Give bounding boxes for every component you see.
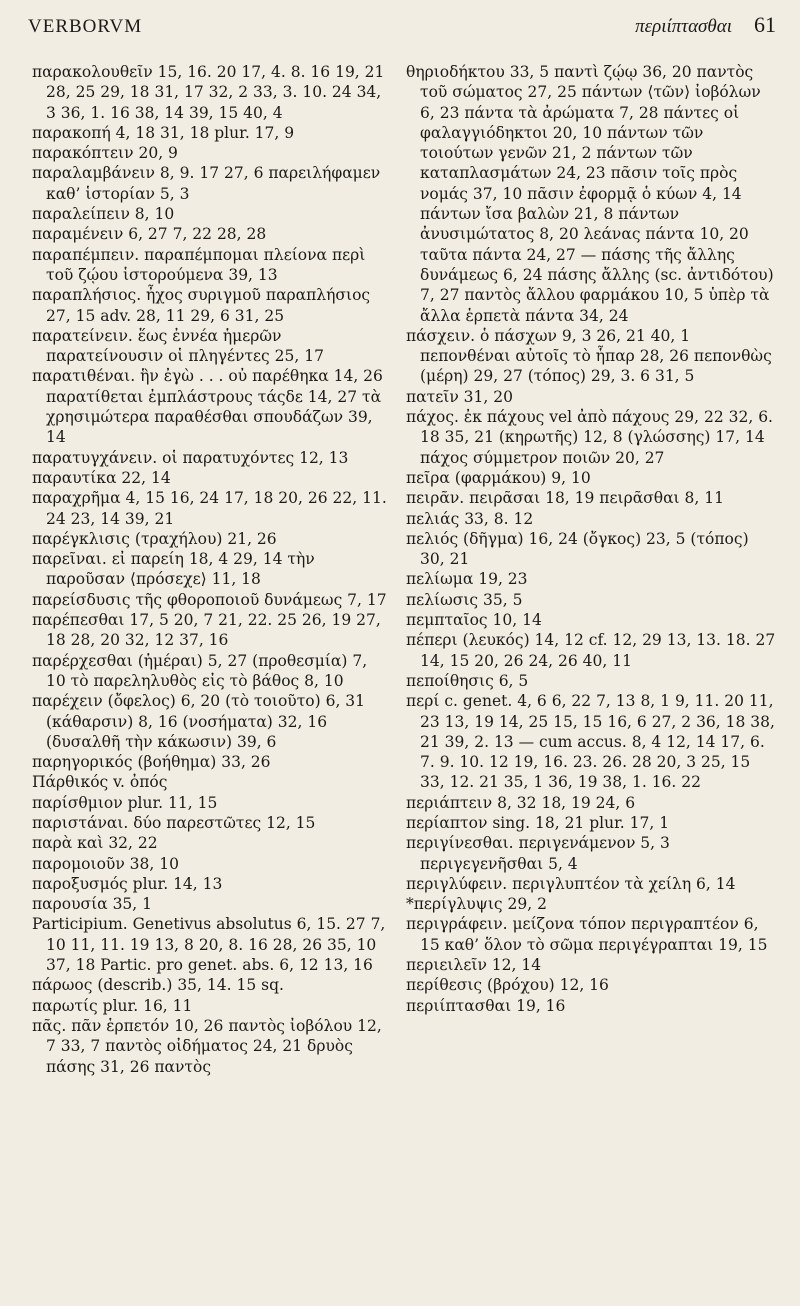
index-entry: περίαπτον sing. 18, 21 plur. 17, 1 bbox=[406, 813, 670, 832]
index-entry: παραλείπειν 8, 10 bbox=[32, 205, 175, 224]
index-entry: Participium. Genetivus absolutus 6, 15. 27 7, 10 11, 11. 19 13, 8 20, 8. 16 28, 26 35, 10 37, 18 Partic. pro genet. abs. 6, 12 13, 16 bbox=[32, 915, 386, 975]
index-entry: παραπλήσιος. ἦχος συριγμοῦ παραπλήσιος 27, 15 adv. 28, 11 29, 6 31, 25 bbox=[32, 286, 371, 325]
index-entry: Πάρθικός v. ὀπός bbox=[32, 773, 168, 792]
index-entry: παρέρχεσθαι (ἡμέραι) 5, 27 (προθεσμία) 7, 10 τὸ παρεληλυθὸς εἰς τὸ βάθος 8, 10 bbox=[32, 651, 368, 690]
index-entry: παραπέμπειν. παραπέμπομαι πλείονα περὶ τοῦ ζῴου ἱστορούμενα 39, 13 bbox=[32, 245, 366, 284]
running-head-right: περιίπτασθαι bbox=[635, 16, 732, 37]
index-entry: πελίωσις 35, 5 bbox=[406, 590, 523, 609]
index-entry: πατεῖν 31, 20 bbox=[406, 387, 513, 406]
index-entry: παρατυγχάνειν. οἱ παρατυχόντες 12, 13 bbox=[32, 448, 349, 467]
index-entry: περιειλεῖν 12, 14 bbox=[406, 956, 542, 975]
index-entry: περιίπτασθαι 19, 16 bbox=[406, 996, 566, 1015]
index-entry: παρὰ καὶ 32, 22 bbox=[32, 834, 158, 853]
index-entry: παρακόπτειν 20, 9 bbox=[32, 144, 178, 163]
index-entry: πεῖρα (φαρμάκου) 9, 10 bbox=[406, 468, 591, 487]
index-entry: περιγράφειν. μείζονα τόπον περιγραπτέον 6, 15 καθ’ ὅλον τὸ σῶμα περιγέγραπται 19, 15 bbox=[406, 915, 768, 954]
page-header bbox=[28, 12, 776, 42]
index-entry: παρωτίς plur. 16, 11 bbox=[32, 996, 193, 1015]
index-entry: πᾶς. πᾶν ἑρπετόν 10, 26 παντὸς ἰοβόλου 12, 7 33, 7 παντὸς οἰδήματος 24, 21 δρυὸς πάσης 31, 26 παντὸς bbox=[32, 1016, 382, 1076]
index-entry: παρακοπή 4, 18 31, 18 plur. 17, 9 bbox=[32, 123, 295, 142]
index-entry: πελιός (δῆγμα) 16, 24 (ὄγκος) 23, 5 (τόπος) 30, 21 bbox=[406, 529, 749, 569]
index-entry: *περίγλυψις 29, 2 bbox=[406, 895, 547, 914]
index-entry: παραυτίκα 22, 14 bbox=[32, 468, 171, 487]
left-column bbox=[32, 62, 388, 1077]
index-entry: παρίσθμιον plur. 11, 15 bbox=[32, 793, 218, 812]
index-entry: παροξυσμός plur. 14, 13 bbox=[32, 874, 223, 893]
index-entry: περίθεσις (βρόχου) 12, 16 bbox=[406, 976, 609, 995]
index-entry: παριστάναι. δύο παρεστῶτες 12, 15 bbox=[32, 813, 316, 832]
index-entry: παρακολουθεῖν 15, 16. 20 17, 4. 8. 16 19, 21 28, 25 29, 18 31, 17 32, 2 33, 3. 10. 24 34, 3 36, 1. 16 38, 14 39, 15 40, 4 bbox=[32, 63, 385, 122]
index-entry: περιγίνεσθαι. περιγενάμενον 5, 3 περιγεγενῆσθαι 5, 4 bbox=[406, 834, 670, 873]
index-entry: παρατιθέναι. ἣν ἐγὼ . . . οὐ παρέθηκα 14, 26 παρατίθεται ἐμπλάστρους τάςδε 14, 27 τὰ χρησιμώτερα παραθέσθαι σπουδάζων 39, 14 bbox=[32, 367, 383, 447]
index-entry: περιγλύφειν. περιγλυπτέον τὰ χείλη 6, 14 bbox=[406, 874, 736, 893]
index-entry: παρουσία 35, 1 bbox=[32, 895, 153, 914]
index-entry: παρατείνειν. ἕως ἐννέα ἡμερῶν παρατείνουσιν οἱ πληγέντες 25, 17 bbox=[32, 326, 324, 366]
index-entry: παρομοιοῦν 38, 10 bbox=[32, 854, 179, 873]
index-entry: περιάπτειν 8, 32 18, 19 24, 6 bbox=[406, 793, 636, 812]
index-entry: πάρωος (describ.) 35, 14. 15 sq. bbox=[32, 976, 284, 995]
index-entry: πεποίθησις 6, 5 bbox=[406, 671, 529, 690]
index-entry: παρεῖναι. εἰ παρείη 18, 4 29, 14 τὴν παροῦσαν ⟨πρόσεχε⟩ 11, 18 bbox=[32, 550, 315, 589]
index-entry: πελίωμα 19, 23 bbox=[406, 570, 528, 589]
index-entry: παρηγορικός (βοήθημα) 33, 26 bbox=[32, 753, 271, 772]
index-entry: παρείσδυσις τῆς φθοροποιοῦ δυνάμεως 7, 17 bbox=[32, 590, 387, 609]
index-entry: περί c. genet. 4, 6 6, 22 7, 13 8, 1 9, 11. 20 11, 23 13, 19 14, 25 15, 15 16, 6 27, 2 36, 18 38, 21 39, 2. 13 — cum accus. 8, 4 12, 14 17, 6. 7. 9. 10. 12 19, 16. 23. 26. 28 20, 3 25, 15 33, 12. 21 35, 1 36, 19 38, 1. 16. 22 bbox=[406, 692, 775, 792]
index-entry: πάχος. ἐκ πάχους vel ἀπὸ πάχους 29, 22 32, 6. 18 35, 21 (κηρωτῆς) 12, 8 (γλώσσης) 17, 14 πάχος σύμμετρον ποιῶν 20, 27 bbox=[406, 408, 773, 467]
index-entry: πεμπταῖος 10, 14 bbox=[406, 611, 542, 630]
index-entry: πάσχειν. ὁ πάσχων 9, 3 26, 21 40, 1 πεπονθέναι αὐτοῖς τὸ ἧπαρ 28, 26 πεπονθὼς (μέρη) 29, 27 (τόπος) 29, 3. 6 31, 5 bbox=[406, 326, 772, 386]
index-entry: παραμένειν 6, 27 7, 22 28, 28 bbox=[32, 225, 267, 244]
running-head-left: VERBORVM bbox=[28, 16, 143, 37]
index-entry: πειρᾶν. πειρᾶσαι 18, 19 πειρᾶσθαι 8, 11 bbox=[406, 489, 724, 508]
index-entry: παρέπεσθαι 17, 5 20, 7 21, 22. 25 26, 19 27, 18 28, 20 32, 12 37, 16 bbox=[32, 611, 381, 650]
page-number: 61 bbox=[754, 12, 776, 37]
index-entry: παρέγκλισις (τραχήλου) 21, 26 bbox=[32, 529, 277, 548]
index-entry: θηριοδήκτου 33, 5 παντὶ ζῴῳ 36, 20 παντὸς τοῦ σώματος 27, 25 πάντων ⟨τῶν⟩ ἰοβόλων 6, 23 πάντα τὰ ἀρώματα 7, 28 πάντες οἱ φαλαγγιόδηκτοι 20, 10 πάντων τῶν τοιούτων γενῶν 21, 2 πάντων τῶν καταπλασμάτων 24, 23 πᾶσιν τοῖς πρὸς νομάς 37, 10 πᾶσιν ἐφορμᾷ ὁ κύων 4, 14 πάντων ἴσα βαλὼν 21, 8 πάντων ἀνυσιμώτατος 8, 20 λεάνας πάντα 10, 20 ταῦτα πάντα 24, 27 — πάσης τῆς ἄλλης δυνάμεως 6, 24 πάσης ἄλλης (sc. ἀντιδότου) 7, 27 παντὸς ἄλλου φαρμάκου 10, 5 ὑπὲρ τὰ ἄλλα ἑρπετὰ πάντα 34, 24 bbox=[406, 63, 774, 325]
index-entry: πέπερι (λευκός) 14, 12 cf. 12, 29 13, 13. 18. 27 14, 15 20, 26 24, 26 40, 11 bbox=[406, 631, 776, 670]
index-entry: παραχρῆμα 4, 15 16, 24 17, 18 20, 26 22, 11. 24 23, 14 39, 21 bbox=[32, 489, 387, 528]
index-entry: πελιάς 33, 8. 12 bbox=[406, 509, 534, 528]
right-column bbox=[406, 62, 778, 1016]
index-entry: παρέχειν (ὄφελος) 6, 20 (τὸ τοιοῦτο) 6, 31 (κάθαρσιν) 8, 16 (νοσήματα) 32, 16 (δυσαλθῆ τὴν κάκωσιν) 39, 6 bbox=[32, 692, 366, 751]
index-entry: παραλαμβάνειν 8, 9. 17 27, 6 παρειλήφαμεν καθ’ ἱστορίαν 5, 3 bbox=[32, 164, 381, 203]
